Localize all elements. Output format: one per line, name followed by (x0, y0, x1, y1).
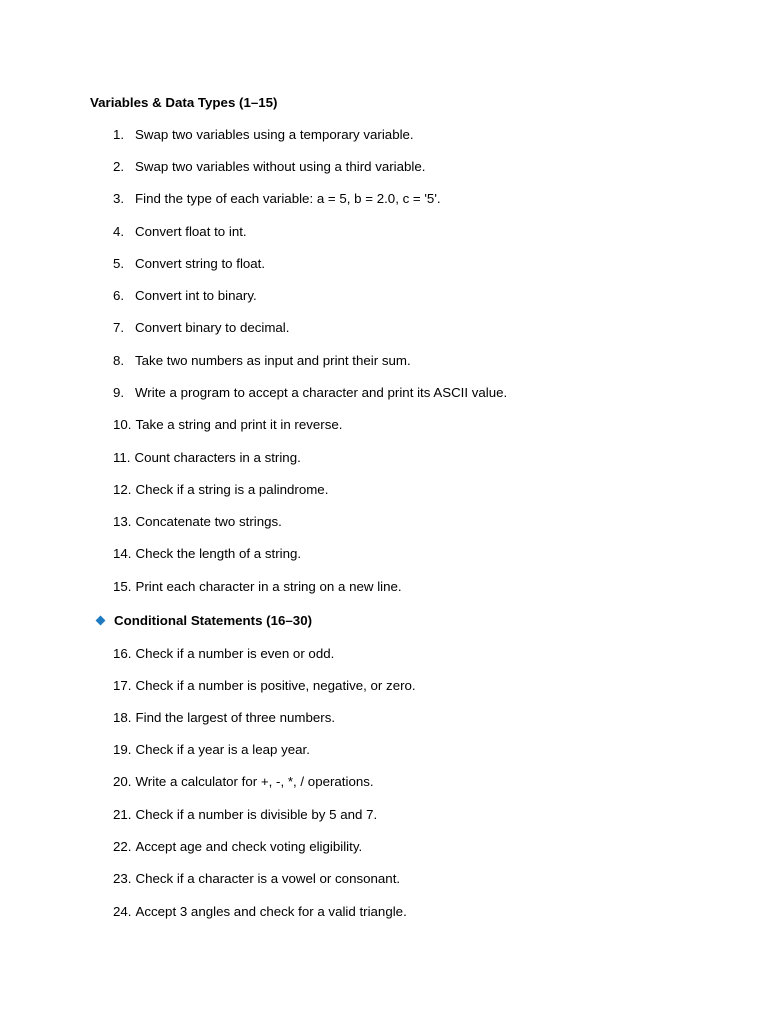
item-number: 24. (113, 904, 132, 919)
item-text: Check if a number is positive, negative, or zero. (135, 678, 416, 693)
item-text: Take a string and print it in reverse. (135, 417, 343, 432)
section-heading-variables: Variables & Data Types (1–15) (90, 95, 278, 110)
list-item (113, 546, 301, 562)
item-text: Swap two variables without using a third variable. (135, 159, 426, 174)
item-number: 3. (113, 191, 125, 206)
list-item (113, 710, 335, 726)
item-number: 14. (113, 546, 132, 561)
item-text: Write a program to accept a character and print its ASCII value. (135, 385, 508, 400)
item-number: 9. (113, 385, 125, 400)
item-text: Convert binary to decimal. (135, 320, 290, 335)
item-text: Convert int to binary. (135, 288, 257, 303)
item-number: 20. (113, 774, 132, 789)
list-item (113, 224, 247, 240)
list-item (113, 288, 257, 304)
item-number: 7. (113, 320, 125, 335)
item-text: Accept 3 angles and check for a valid triangle. (135, 904, 407, 919)
list-item (113, 579, 402, 595)
list-item (113, 353, 411, 369)
list-item (113, 417, 342, 433)
item-text: Convert float to int. (135, 224, 247, 239)
section-heading-conditionals: Conditional Statements (16–30) (114, 613, 313, 628)
item-number: 1. (113, 127, 125, 142)
item-text: Accept age and check voting eligibility. (135, 839, 363, 854)
item-text: Check if a number is divisible by 5 and 7. (135, 807, 378, 822)
item-text: Write a calculator for +, -, *, / operations. (135, 774, 374, 789)
list-item (113, 482, 328, 498)
list-item (113, 871, 400, 887)
list-item (113, 191, 441, 207)
item-text: Check the length of a string. (135, 546, 302, 561)
list-item (113, 742, 310, 758)
list-item (113, 678, 416, 694)
item-number: 6. (113, 288, 125, 303)
item-text: Swap two variables using a temporary variable. (135, 127, 414, 142)
list-item (113, 256, 265, 272)
item-number: 23. (113, 871, 132, 886)
item-text: Check if a string is a palindrome. (135, 482, 329, 497)
item-text: Print each character in a string on a new line. (135, 579, 402, 594)
item-number: 21. (113, 807, 132, 822)
item-text: Check if a number is even or odd. (135, 646, 335, 661)
item-number: 15. (113, 579, 132, 594)
item-number: 11. (113, 450, 131, 465)
list-item (113, 514, 282, 530)
item-text: Concatenate two strings. (135, 514, 282, 529)
item-number: 16. (113, 646, 132, 661)
list-item (113, 807, 377, 823)
item-text: Take two numbers as input and print their sum. (135, 353, 411, 368)
list-item (113, 646, 334, 662)
diamond-bullet-icon (96, 616, 106, 626)
item-number: 17. (113, 678, 132, 693)
item-text: Find the type of each variable: a = 5, b = 2.0, c = '5'. (135, 191, 441, 206)
item-text: Count characters in a string. (134, 450, 301, 465)
list-item (113, 774, 374, 790)
item-text: Find the largest of three numbers. (135, 710, 336, 725)
item-text: Check if a year is a leap year. (135, 742, 310, 757)
list-item (113, 839, 362, 855)
item-number: 13. (113, 514, 132, 529)
item-number: 4. (113, 224, 125, 239)
item-number: 10. (113, 417, 132, 432)
list-item (113, 127, 414, 143)
list-item (113, 904, 407, 920)
item-number: 12. (113, 482, 132, 497)
item-text: Check if a character is a vowel or consonant. (135, 871, 401, 886)
item-text: Convert string to float. (135, 256, 266, 271)
item-number: 18. (113, 710, 132, 725)
item-number: 8. (113, 353, 125, 368)
list-item (113, 159, 425, 175)
item-number: 5. (113, 256, 125, 271)
list-item (113, 320, 289, 336)
item-number: 19. (113, 742, 132, 757)
item-number: 22. (113, 839, 132, 854)
list-item (113, 450, 301, 466)
list-item (113, 385, 507, 401)
item-number: 2. (113, 159, 125, 174)
